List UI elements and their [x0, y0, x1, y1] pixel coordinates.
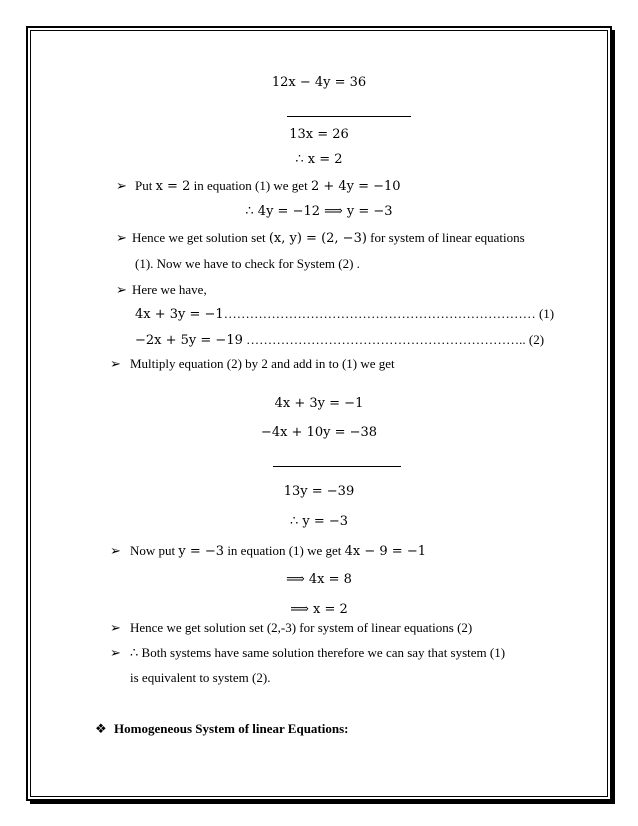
- equation-4y: ∴ 4y = −12 ⟹ y = −3: [245, 204, 393, 219]
- bullet-arrow-icon: ➢: [110, 620, 121, 635]
- addition-rule-2: [273, 466, 401, 467]
- put-x-result: 2 + 4y = −10: [310, 179, 401, 194]
- equation-13y: 13y = −39: [283, 484, 355, 499]
- equation-12x-4y: 12x − 4y = 36: [271, 75, 367, 90]
- multiply-line: Multiply equation (2) by 2 and add in to (1) we get: [130, 356, 395, 371]
- put-x-line: [135, 178, 401, 195]
- bullet-arrow-icon: ➢: [110, 543, 121, 558]
- put-y-text-pre: Now put: [130, 543, 179, 558]
- bullet-arrow-icon: ➢: [116, 282, 127, 297]
- put-x-text-mid: in equation (1) we get: [190, 178, 311, 193]
- put-y-result: 4x − 9 = −1: [344, 544, 426, 559]
- page-border-inner: [30, 30, 608, 797]
- equation-4x-equals-8: ⟹ 4x = 8: [286, 572, 352, 587]
- system2-equation-2: [135, 332, 544, 349]
- equation-y-equals-minus3: ∴ y = −3: [289, 514, 349, 529]
- bullet-arrow-icon: ➢: [110, 645, 121, 660]
- equation-x-equals-2-final: ⟹ x = 2: [290, 602, 348, 617]
- both-systems-line-2: is equivalent to system (2).: [130, 670, 271, 685]
- equation-13x: 13x = 26: [289, 127, 349, 142]
- system2-equation-1: [135, 306, 554, 323]
- solution-text-post: for system of linear equations: [366, 230, 525, 245]
- solution-text-pre: Hence we get solution set: [132, 230, 269, 245]
- solution-set-line-2: (1). Now we have to check for System (2) .: [135, 256, 360, 271]
- page-border-shadow-bottom: [30, 801, 615, 804]
- put-y-line: [130, 543, 426, 560]
- system2-eq2-dots: ……………………………………………………….. (2): [242, 332, 545, 347]
- equation-minus4x-10y: −4x + 10y = −38: [260, 425, 378, 440]
- put-x-math: x = 2: [155, 179, 191, 194]
- section-heading: Homogeneous System of linear Equations:: [114, 721, 349, 736]
- system2-eq1-math: 4x + 3y = −1: [135, 307, 224, 322]
- here-we-have: Here we have,: [132, 282, 207, 297]
- system2-eq2-math: −2x + 5y = −19: [135, 333, 243, 348]
- bullet-arrow-icon: ➢: [116, 178, 127, 193]
- bullet-arrow-icon: ➢: [110, 356, 121, 371]
- solution-math: (x, y) = (2, −3): [268, 231, 367, 246]
- put-y-text-mid: in equation (1) we get: [224, 543, 345, 558]
- diamond-bullet-icon: ❖: [95, 721, 107, 736]
- solution-set-2-line: Hence we get solution set (2,-3) for system of linear equations (2): [130, 620, 473, 635]
- equation-4x-3y: 4x + 3y = −1: [274, 396, 364, 411]
- put-x-text-pre: Put: [135, 178, 156, 193]
- both-systems-line-1: ∴ Both systems have same solution therefore we can say that system (1): [130, 645, 506, 660]
- put-y-math: y = −3: [178, 544, 225, 559]
- system2-eq1-dots: ……………………………………………………………… (1): [223, 306, 555, 321]
- addition-rule: [287, 116, 411, 117]
- bullet-arrow-icon: ➢: [116, 230, 127, 245]
- solution-set-line: [132, 230, 525, 247]
- equation-x-equals-2: ∴ x = 2: [295, 152, 343, 167]
- page-border-shadow-right: [612, 30, 615, 804]
